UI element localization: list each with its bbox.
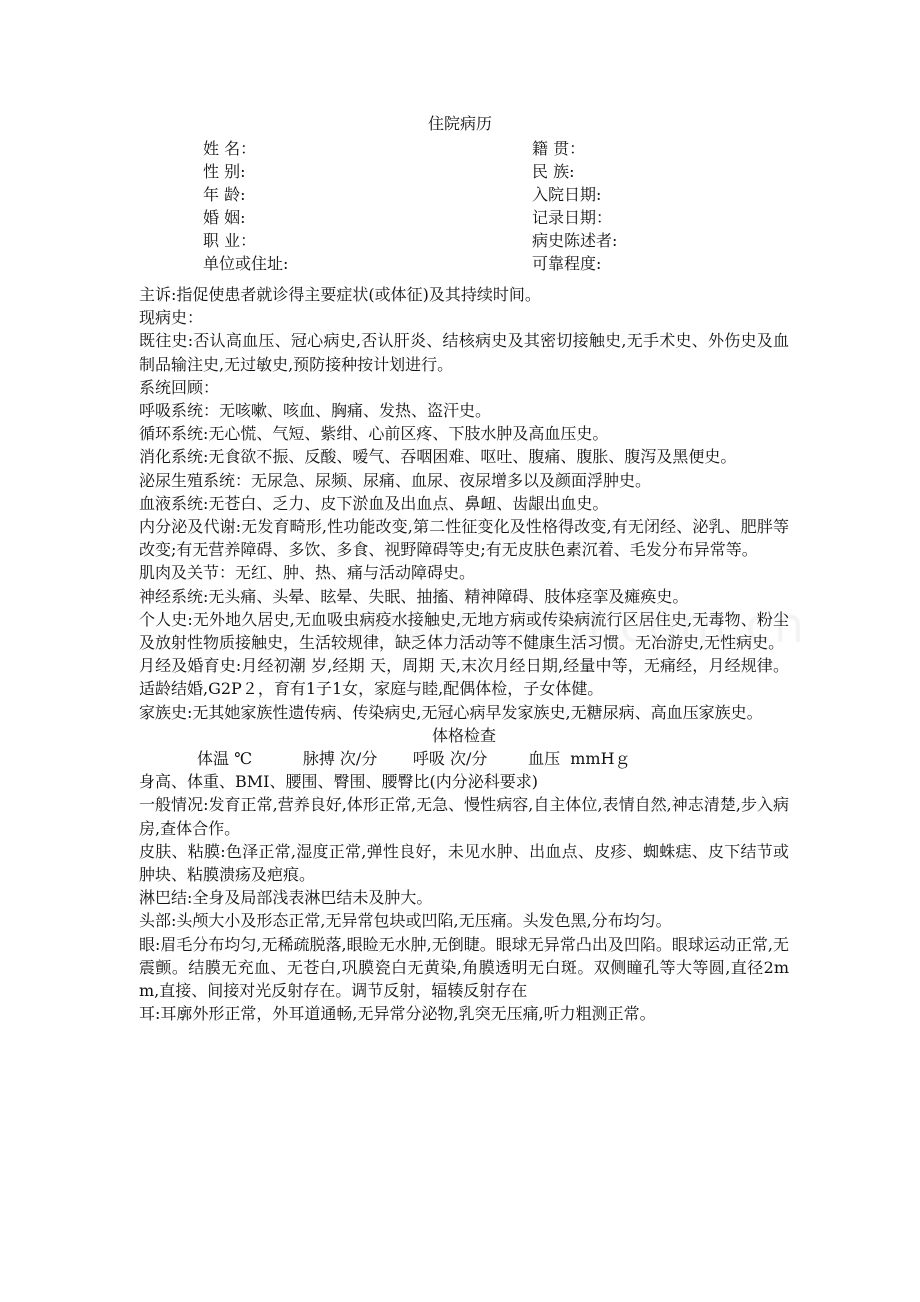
info-age-label: 年 龄: xyxy=(203,185,246,204)
chief-complaint: 主诉:指促使患者就诊得主要症状(或体征)及其持续时间。 xyxy=(139,285,541,304)
info-sex-label: 性 别: xyxy=(203,162,246,181)
ear-exam: 耳:耳廓外形正常，外耳道通畅,无异常分泌物,乳突无压痛,听力粗测正常。 xyxy=(139,1004,656,1024)
info-row xyxy=(0,206,920,229)
urogenital-system: 泌尿生殖系统：无尿急、尿频、尿痛、血尿、夜尿增多以及颜面浮肿史。 xyxy=(139,470,652,490)
muscles-joints: 肌肉及关节：无红、肿、热、痛与活动障碍史。 xyxy=(139,563,476,583)
document-title: 住院病历 xyxy=(427,114,492,133)
circulatory-system: 循环系统:无心慌、气短、紫绀、心前区疼、下肢水肿及高血压史。 xyxy=(139,424,609,444)
digestive-system: 消化系统:无食欲不振、反酸、嗳气、吞咽困难、呕吐、腹痛、腹胀、腹泻及黑便史。 xyxy=(139,447,737,467)
system-review-heading: 系统回顾： xyxy=(139,377,220,397)
eye-exam: 眼:眉毛分布均匀,无稀疏脱落,眼睑无水肿,无倒睫。眼球无异常凸出及凹陷。眼球运动正常,无震颤。结膜无充血、无苍白,巩膜瓷白无黄染,角膜透明无白斑。双侧瞳孔等大等圆,直径2mm,直接、间接对光反射存在。调节反射，辐辏反射存在 xyxy=(139,934,789,1001)
info-admission-date-label: 入院日期: xyxy=(532,185,602,204)
vital-signs: 体温 ℃ 脉搏 次/分 呼吸 次/分 血压 mmHｇ xyxy=(197,749,631,769)
family-history: 家族史:无其她家族性遗传病、传染病史,无冠心病早发家族史,无糖尿病、高血压家族史。 xyxy=(139,702,763,722)
info-ethnicity-label: 民 族: xyxy=(532,162,575,181)
personal-history: 个人史:无外地久居史,无血吸虫病疫水接触史,无地方病或传染病流行区居住史,无毒物、粉尘及放射性物质接触史，生活较规律，缺乏体力活动等不健康生活习惯。无冶游史,无性病史。 xyxy=(139,609,789,653)
body-measurements: 身高、体重、BMI、腰围、臀围、腰臀比(内分泌科要求) xyxy=(139,772,538,792)
info-row xyxy=(0,252,920,275)
info-row xyxy=(0,137,920,160)
past-history: 既往史:否认高血压、冠心病史,否认肝炎、结核病史及其密切接触史,无手术史、外伤史及血制品输注史,无过敏史,预防接种按计划进行。 xyxy=(139,331,789,374)
info-row xyxy=(0,183,920,206)
info-narrator-label: 病史陈述者: xyxy=(532,231,618,250)
info-name-label: 姓 名： xyxy=(203,139,257,158)
lymph-nodes: 淋巴结:全身及局部浅表淋巴结未及肿大。 xyxy=(139,888,433,908)
skin-mucosa: 皮肤、粘膜:色泽正常,湿度正常,弹性良好，未见水肿、出血点、皮疹、蜘蛛痣、皮下结节或肿块、粘膜溃疡及疤痕。 xyxy=(139,841,789,885)
info-row xyxy=(0,160,920,183)
info-row xyxy=(0,229,920,252)
document-body xyxy=(139,283,789,1026)
info-marital-label: 婚 姻: xyxy=(203,208,246,227)
respiratory-system: 呼吸系统：无咳嗽、咳血、胸痛、发热、盗汗史。 xyxy=(139,401,492,421)
info-reliability-label: 可靠程度: xyxy=(532,254,602,273)
info-origin-label: 籍 贯： xyxy=(532,139,586,158)
info-address-label: 单位或住址: xyxy=(203,254,289,273)
endocrine-metabolism: 内分泌及代谢:无发育畸形,性功能改变,第二性征变化及性格得改变,有无闭经、泌乳、肥胖等改变;有无营养障碍、多饮、多食、视野障碍等史;有无皮肤色素沉着、毛发分布异常等。 xyxy=(139,517,789,560)
present-illness: 现病史： xyxy=(139,308,204,328)
physical-exam-title: 体格检查 xyxy=(431,725,496,745)
general-condition: 一般情况:发育正常,营养良好,体形正常,无急、慢性病容,自主体位,表情自然,神志清楚,步入病房,查体合作。 xyxy=(139,795,789,838)
nervous-system: 神经系统:无头痛、头晕、眩晕、失眠、抽搐、精神障碍、肢体痉挛及瘫痪史。 xyxy=(139,586,689,606)
menstrual-marital-history: 月经及婚育史:月经初潮 岁,经期 天，周期 天,末次月经日期,经量中等，无痛经，月经规律。适龄结婚,G2P２，育有1子1女，家庭与睦,配偶体检，子女体健。 xyxy=(139,656,789,699)
patient-info-block xyxy=(0,137,920,275)
blood-system: 血液系统:无苍白、乏力、皮下淤血及出血点、鼻衄、齿龈出血史。 xyxy=(139,493,609,513)
head-exam: 头部:头颅大小及形态正常,无异常包块或凹陷,无压痛。头发色黑,分布均匀。 xyxy=(139,911,672,931)
info-occupation-label: 职 业： xyxy=(203,231,257,250)
info-record-date-label: 记录日期： xyxy=(532,208,613,227)
